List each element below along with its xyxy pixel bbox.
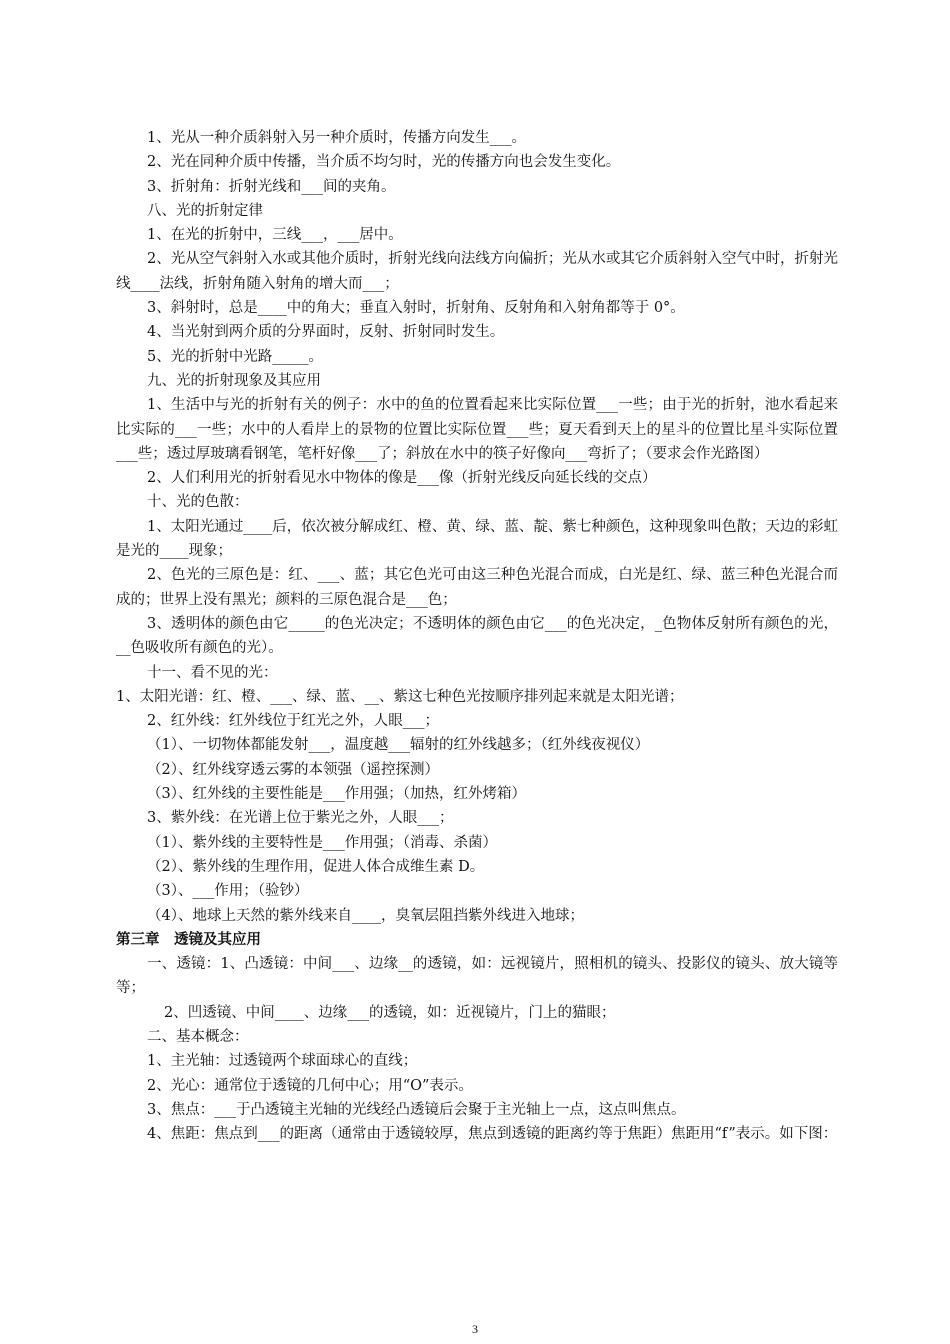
page-number: 3 xyxy=(472,1322,478,1336)
text-line: 1、太阳光谱：红、橙、___、绿、蓝、__、紫这七种色光按顺序排列起来就是太阳光谱； xyxy=(116,688,684,705)
section-heading: 八、光的折射定律 xyxy=(147,202,263,219)
section-heading: 九、光的折射现象及其应用 xyxy=(147,372,321,389)
text-paragraph: 1、太阳光通过____后，依次被分解成红、橙、黄、绿、蓝、靛、紫七种颜色，这种现象叫色散；天边的彩虹是光的____现象； xyxy=(116,518,838,560)
text-line: 3、斜射时，总是____中的角大；垂直入射时，折射角、反射角和入射角都等于 0°。 xyxy=(147,300,685,317)
section-heading: 十、光的色散： xyxy=(147,494,249,511)
text-line: 2、人们利用光的折射看见水中物体的像是___像（折射光线反向延长线的交点） xyxy=(147,470,657,487)
text-line: （2）、紫外线的生理作用，促进人体合成维生素 D。 xyxy=(147,858,485,875)
text-paragraph: 4、焦距：焦点到___的距离（通常由于透镜较厚，焦点到透镜的距离约等于焦距）焦距用“f”表示。如下图： xyxy=(147,1126,838,1143)
text-line: 2、光在同种介质中传播，当介质不均匀时，光的传播方向也会发生变化。 xyxy=(147,154,621,171)
text-line: 3、紫外线：在光谱上位于紫光之外，人眼___； xyxy=(147,810,454,827)
text-line: 3、焦点：___于凸透镜主光轴的光线经凸透镜后会聚于主光轴上一点，这点叫焦点。 xyxy=(147,1101,686,1118)
text-paragraph: 2、色光的三原色是：红、___、蓝；其它色光可由这三种色光混合而成，白光是红、绿、蓝三种色光混合而成的；世界上没有黑光；颜料的三原色混合是___色； xyxy=(116,567,838,608)
text-line: 2、红外线：红外线位于红光之外，人眼___； xyxy=(147,713,439,730)
text-line: 1、主光轴：过透镜两个球面球心的直线； xyxy=(147,1053,418,1070)
text-line: 4、当光射到两介质的分界面时，反射、折射同时发生。 xyxy=(147,324,505,341)
text-line: （3）、___作用；（验钞） xyxy=(147,883,309,900)
text-line: 2、光心：通常位于透镜的几何中心；用“O”表示。 xyxy=(147,1077,473,1094)
section-heading: 十一、看不见的光： xyxy=(147,664,278,681)
text-line: 1、光从一种介质斜射入另一种介质时，传播方向发生___。 xyxy=(147,130,526,146)
text-line: （3）、红外线的主要性能是___作用强；（加热，红外烤箱） xyxy=(147,786,526,803)
text-line: 2、凹透镜、中间____、边缘___的透镜，如：近视镜片，门上的猫眼； xyxy=(164,1004,616,1021)
text-paragraph: 一、透镜：1、凸透镜：中间___、边缘__的透镜，如：远视镜片，照相机的镜头、投影仪的镜头、放大镜等等； xyxy=(116,956,838,997)
text-line: （4）、地球上天然的紫外线来自____，臭氧层阻挡紫外线进入地球； xyxy=(147,907,584,924)
text-paragraph: 2、光从空气斜射入水或其他介质时，折射光线向法线方向偏折；光从水或其它介质斜射入空气中时，折射光线____法线，折射角随入射角的增大而___； xyxy=(116,251,838,292)
text-line: （1）、一切物体都能发射___，温度越___辐射的红外线越多；（红外线夜视仪） xyxy=(147,737,650,754)
text-line: （2）、红外线穿透云雾的本领强（遥控探测） xyxy=(147,761,439,778)
text-paragraph: 3、透明体的颜色由它_____的色光决定；不透明体的颜色由它___的色光决定，_色物体反射所有颜色的光，__色吸收所有颜色的光）。 xyxy=(116,615,838,657)
document-body xyxy=(116,126,838,1146)
text-line: 5、光的折射中光路_____。 xyxy=(147,348,323,365)
text-line: 1、在光的折射中，三线___，___居中。 xyxy=(147,227,403,244)
text-line: 3、折射角：折射光线和___间的夹角。 xyxy=(147,178,396,195)
text-paragraph: 1、生活中与光的折射有关的例子：水中的鱼的位置看起来比实际位置___一些；由于光的折射，池水看起来比实际的___一些；水中的人看岸上的景物的位置比实际位置___些；夏天看到天上的星斗的位置比星斗实际位置___些；透过厚玻璃看钢笔，笔杆好像___了；斜放在水中的筷子好像向___弯折了；（要求会作光路图） xyxy=(116,397,838,462)
text-line: （1）、紫外线的主要特性是___作用强；（消毒、杀菌） xyxy=(147,834,497,851)
section-heading: 二、基本概念： xyxy=(147,1028,249,1045)
chapter-heading: 第三章 透镜及其应用 xyxy=(116,931,261,948)
